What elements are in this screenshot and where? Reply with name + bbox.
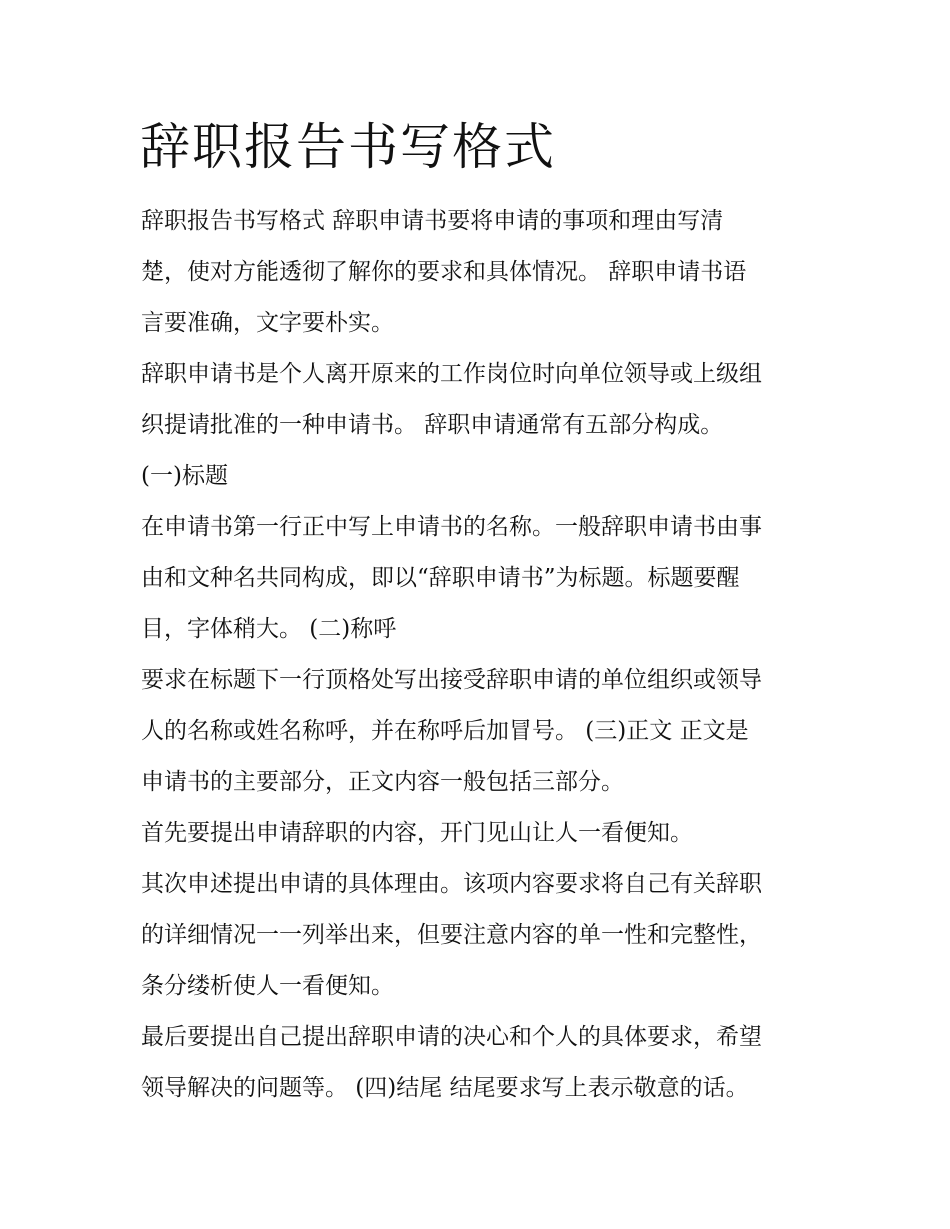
- body-line: 要求在标题下一行顶格处写出接受辞职申请的单位组织或领导: [141, 667, 762, 693]
- body-line: (一)标题: [141, 463, 228, 489]
- body-line: 楚，使对方能透彻了解你的要求和具体情况。 辞职申请书语: [141, 259, 747, 285]
- body-line: 申请书的主要部分，正文内容一般包括三部分。: [141, 769, 624, 795]
- body-line: 条分缕析使人一看便知。: [141, 973, 394, 999]
- body-line: 的详细情况一一列举出来，但要注意内容的单一性和完整性，: [141, 922, 762, 948]
- body-line: 领导解决的问题等。 (四)结尾 结尾要求写上表示敬意的话。: [141, 1075, 749, 1101]
- document-title: 辞职报告书写格式: [140, 118, 556, 176]
- body-line: 由和文种名共同构成，即以“辞职申请书”为标题。标题要醒: [141, 565, 740, 591]
- body-line: 在申请书第一行正中写上申请书的名称。一般辞职申请书由事: [141, 514, 762, 540]
- body-line: 其次申述提出申请的具体理由。该项内容要求将自己有关辞职: [141, 871, 762, 897]
- body-line: 目，字体稍大。 (二)称呼: [141, 616, 397, 642]
- body-line: 首先要提出申请辞职的内容，开门见山让人一看便知。: [141, 820, 693, 846]
- body-line: 辞职申请书是个人离开原来的工作岗位时向单位领导或上级组: [141, 361, 762, 387]
- body-line: 织提请批准的一种申请书。 辞职申请通常有五部分构成。: [141, 412, 724, 438]
- body-line: 人的名称或姓名称呼，并在称呼后加冒号。 (三)正文 正文是: [141, 718, 749, 744]
- body-line: 言要准确，文字要朴实。: [141, 310, 394, 336]
- body-line: 辞职报告书写格式 辞职申请书要将申请的事项和理由写清: [141, 208, 724, 234]
- body-line: 最后要提出自己提出辞职申请的决心和个人的具体要求，希望: [141, 1024, 762, 1050]
